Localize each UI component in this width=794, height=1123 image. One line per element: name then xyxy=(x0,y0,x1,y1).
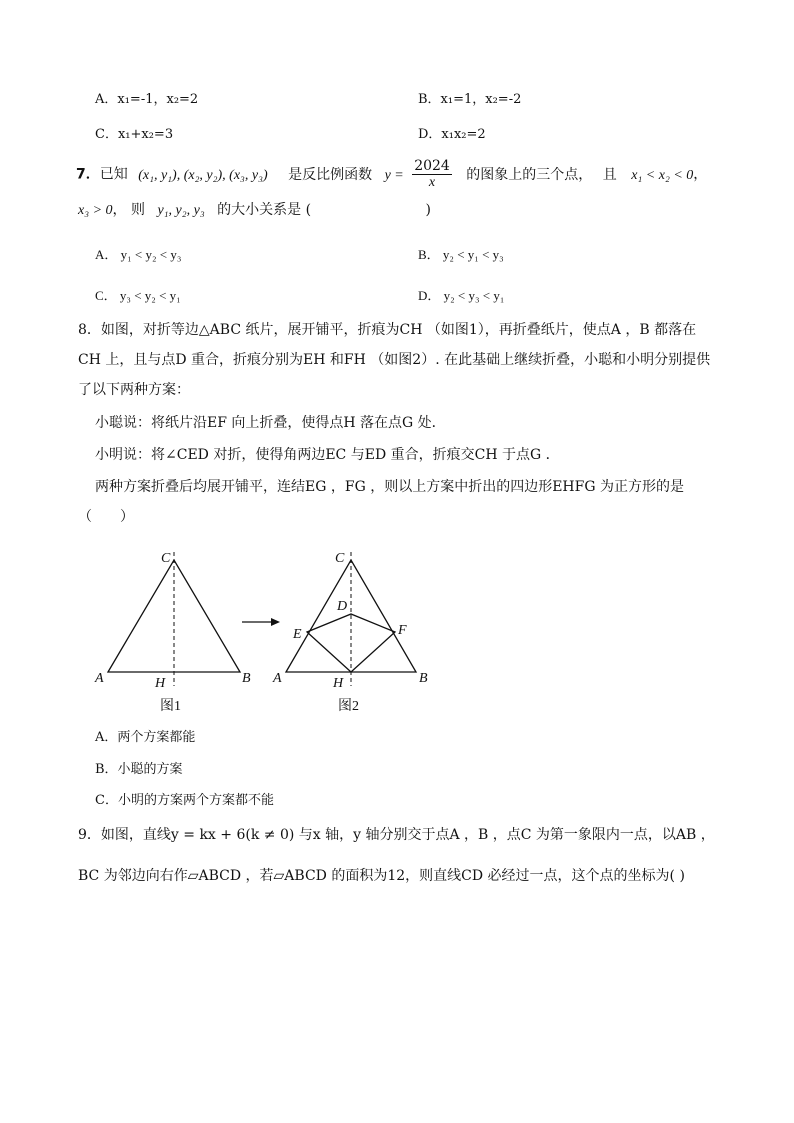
label-f: F xyxy=(398,623,407,638)
q6-option-b: B．x₁=1，x₂=-2 xyxy=(418,92,522,107)
label-b: B xyxy=(419,671,428,686)
q7-option-c: C． y₃ < y₂ < y₁ xyxy=(95,288,181,303)
q8-stem-line1: 8．如图，对折等边△ABC 纸片，展开铺平，折痕为CH （如图1），再折叠纸片，使点A ，B 都落在 xyxy=(78,322,697,338)
q7-option-a: A． y₁ < y₂ < y₃ xyxy=(95,247,182,262)
q7-text: 已知 xyxy=(99,166,128,183)
q6-option-c: C．x₁+x₂=3 xyxy=(95,127,174,142)
label-a: A xyxy=(273,671,282,686)
q7-text: 的大小关系是 ( xyxy=(217,202,312,218)
q7-text: ， xyxy=(693,166,708,183)
q9-stem-line1: 9．如图，直线y = kx + 6(k ≠ 0) 与x 轴，y 轴分别交于点A ，B ，点C 为第一象限内一点，以AB ， xyxy=(78,827,715,843)
q6-option-a: A．x₁=-1，x₂=2 xyxy=(95,92,199,107)
q7-text: 的图象上的三个点， xyxy=(466,166,593,183)
q7-condition-2: x₃ > 0 xyxy=(78,203,113,218)
arrow-icon xyxy=(242,618,280,626)
q8-xiaoming-plan: 小明说：将∠CED 对折，使得角两边EC 与ED 重合，折痕交CH 于点G ． xyxy=(95,447,560,463)
q7-stem-line2 xyxy=(78,200,431,221)
q8-question: 两种方案折叠后均展开铺平，连结EG ，FG ，则以上方案中折出的四边形EHFG 为正方形的是 xyxy=(95,479,684,495)
q7-stem-line1 xyxy=(76,158,707,191)
label-h: H xyxy=(333,676,344,691)
label-d: D xyxy=(337,599,348,614)
label-a: A xyxy=(95,671,104,686)
fraction-denominator: x xyxy=(428,175,436,190)
q7-text: 且 xyxy=(602,166,617,183)
question-number: 7． xyxy=(76,166,100,183)
label-c: C xyxy=(335,551,345,566)
q8-stem-line3: 了以下两种方案： xyxy=(78,382,190,398)
q8-option-a: A．两个方案都能 xyxy=(95,730,196,745)
q7-points: (x₁, y₁), (x₂, y₂), (x₃, y₃) xyxy=(138,167,268,183)
label-h: H xyxy=(155,676,166,691)
figure-2 xyxy=(272,551,428,714)
figure-1 xyxy=(94,551,251,714)
q7-text: ， 则 xyxy=(112,202,145,218)
label-c: C xyxy=(161,551,171,566)
figure-2-caption: 图2 xyxy=(338,699,359,714)
q8-option-b: B．小聪的方案 xyxy=(95,762,183,777)
q7-option-d: D． y₂ < y₃ < y₁ xyxy=(418,288,505,303)
label-b: B xyxy=(242,671,251,686)
q7-variables: y₁, y₂, y₃ xyxy=(157,203,205,218)
q7-text: ) xyxy=(425,202,431,218)
q8-stem-line2: CH 上，且与点D 重合，折痕分别为EH 和FH （如图2）. 在此基础上继续折叠，小聪和小明分别提供 xyxy=(78,352,711,368)
q7-text: 是反比例函数 xyxy=(288,166,373,183)
q8-answer-blank: （ ） xyxy=(78,509,134,525)
q9-stem-line2: BC 为邻边向右作▱ABCD ，若▱ABCD 的面积为12，则直线CD 必经过一点，这个点的坐标为( ) xyxy=(78,868,685,884)
label-e: E xyxy=(293,627,302,642)
q8-option-c: C．小明的方案两个方案都不能 xyxy=(95,793,274,808)
q7-option-b: B． y₂ < y₁ < y₃ xyxy=(418,247,504,262)
q7-fraction xyxy=(412,158,452,191)
q7-condition-1: x₁ < x₂ < 0 xyxy=(631,167,694,183)
q8-xiaocong-plan: 小聪说：将纸片沿EF 向上折叠，使得点H 落在点G 处． xyxy=(95,415,446,431)
figure-1-caption: 图1 xyxy=(160,699,181,714)
q7-function-lhs: y = xyxy=(384,167,404,183)
q8-figures xyxy=(0,540,794,720)
fraction-numerator: 2024 xyxy=(414,158,450,174)
q6-option-d: D．x₁x₂=2 xyxy=(418,127,486,142)
